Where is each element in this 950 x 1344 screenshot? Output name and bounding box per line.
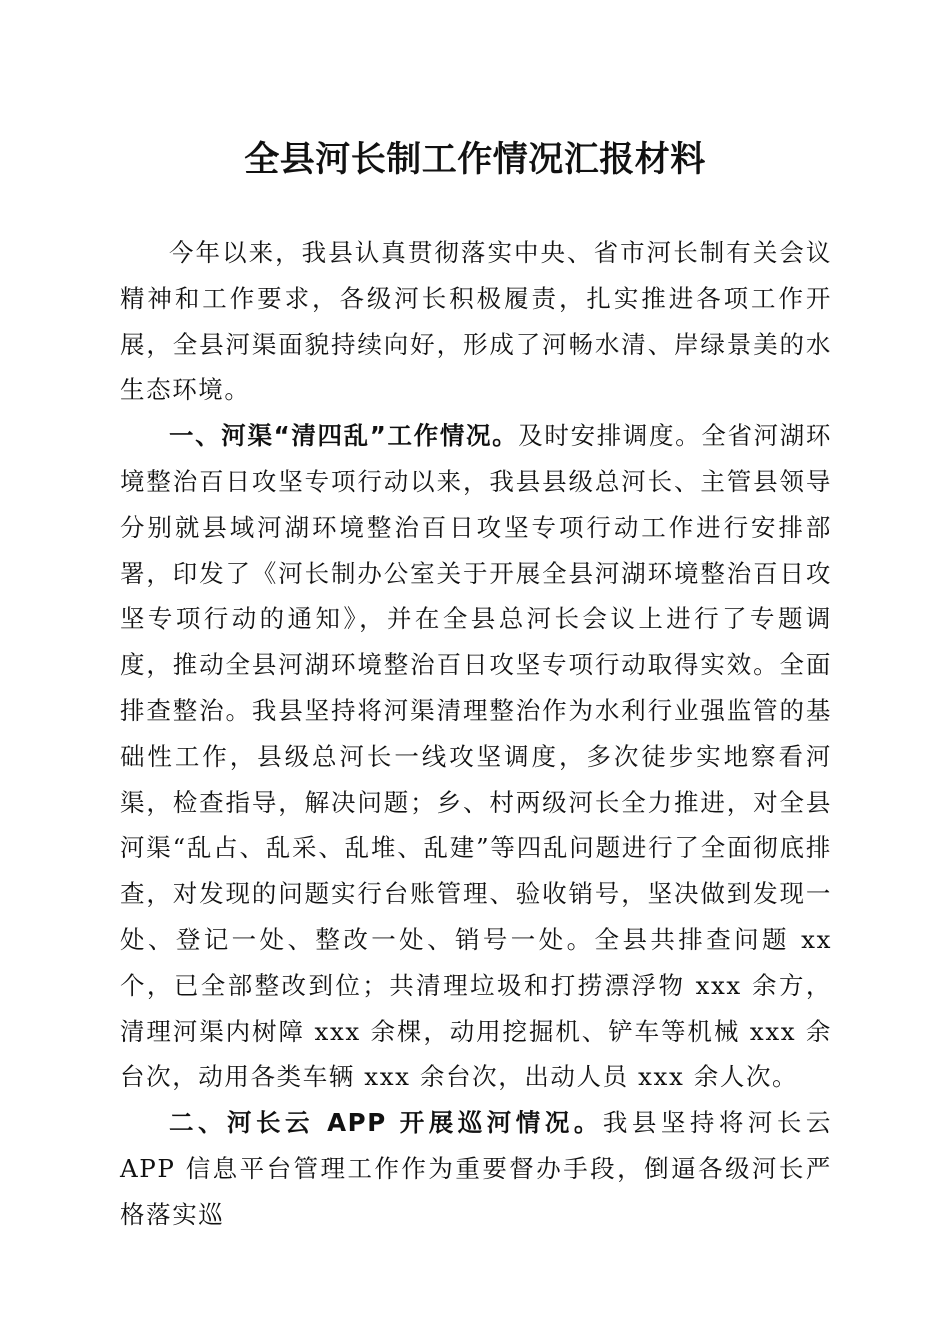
document-body <box>120 230 832 1238</box>
section-text-1: 及时安排调度。全省河湖环境整治百日攻坚专项行动以来，我县县级总河长、主管县领导分别就县域河湖环境整治百日攻坚专项行动工作进行安排部署，印发了《河长制办公室关于开展全县河湖环境整治百日攻坚专项行动的通知》，并在全县总河长会议上进行了专题调度，推动全县河湖环境整治百日攻坚专项行动取得实效。全面排查整治。我县坚持将河渠清理整治作为水利行业强监管的基础性工作，县级总河长一线攻坚调度，多次徒步实地察看河渠，检查指导，解决问题；乡、村两级河长全力推进，对全县河渠“乱占、乱采、乱堆、乱建”等四乱问题进行了全面彻底排查，对发现的问题实行台账管理、验收销号，坚决做到发现一处、登记一处、整改一处、销号一处。全县共排查问题 xx 个，已全部整改到位；共清理垃圾和打捞漂浮物 xxx 余方，清理河渠内树障 xxx 余棵，动用挖掘机、铲车等机械 xxx 余台次，动用各类车辆 xxx 余台次，出动人员 xxx 余人次。 <box>120 421 833 1092</box>
section-heading-2: 二、河长云 APP 开展巡河情况。 <box>169 1108 603 1138</box>
section-heading-1: 一、河渠“清四乱”工作情况。 <box>169 421 519 451</box>
section-paragraph-2 <box>120 1100 832 1237</box>
section-text-2: 我县坚持将河长云 APP 信息平台管理工作作为重要督办手段，倒逼各级河长严格落实巡 <box>120 1108 832 1229</box>
intro-paragraph: 今年以来，我县认真贯彻落实中央、省市河长制有关会议精神和工作要求，各级河长积极履责，扎实推进各项工作开展，全县河渠面貌持续向好，形成了河畅水清、岸绿景美的水生态环境。 <box>120 238 832 405</box>
page-title: 全县河长制工作情况汇报材料 <box>244 139 706 180</box>
section-paragraph-1 <box>120 413 832 1100</box>
